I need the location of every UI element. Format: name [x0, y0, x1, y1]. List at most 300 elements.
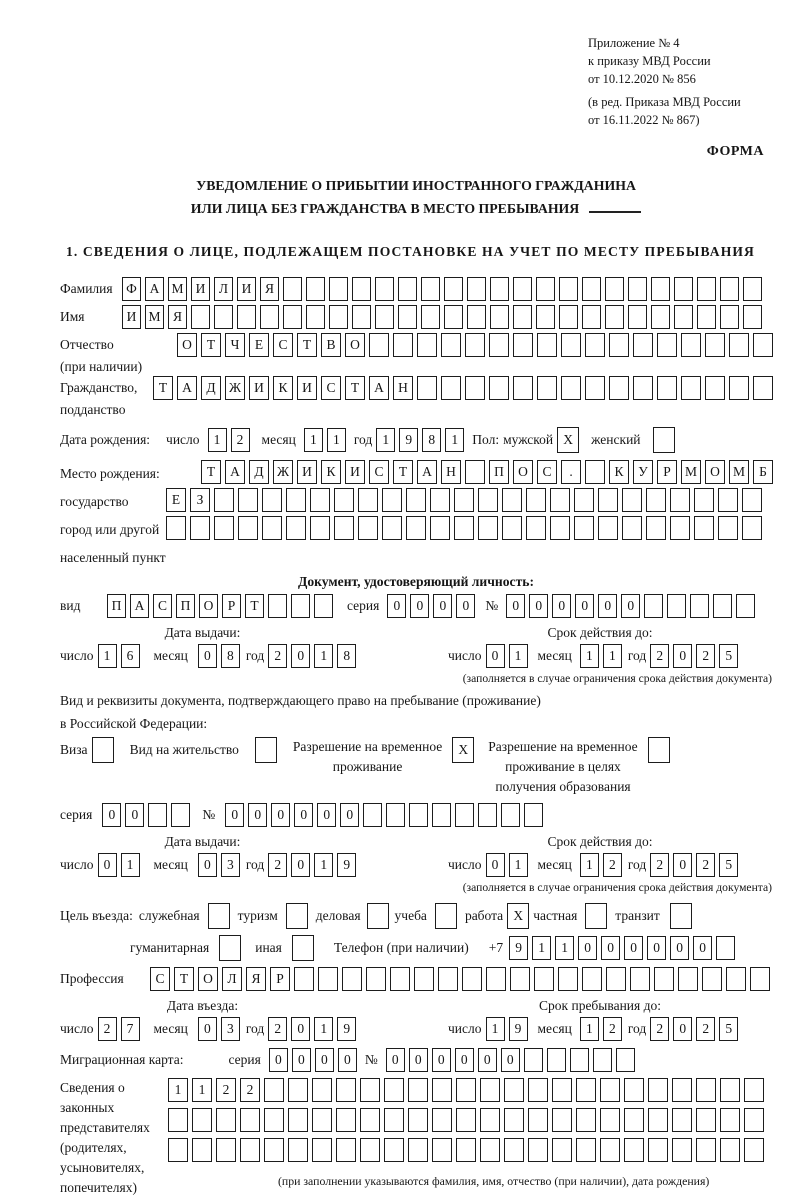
- char-cell[interactable]: [264, 1078, 284, 1102]
- char-cell[interactable]: [702, 967, 722, 991]
- char-cell[interactable]: К: [273, 376, 293, 400]
- char-cell[interactable]: [312, 1078, 332, 1102]
- char-cell[interactable]: 2: [696, 644, 715, 668]
- char-cell[interactable]: [624, 1078, 644, 1102]
- char-cell[interactable]: Я: [260, 277, 279, 301]
- char-cell[interactable]: [570, 1048, 589, 1072]
- char-cell[interactable]: Р: [657, 460, 677, 484]
- char-cell[interactable]: О: [198, 967, 218, 991]
- char-cell[interactable]: [501, 803, 520, 827]
- char-cell[interactable]: П: [107, 594, 126, 618]
- char-cell[interactable]: [417, 376, 437, 400]
- char-cell[interactable]: [465, 333, 485, 357]
- char-cell[interactable]: [255, 737, 277, 763]
- char-cell[interactable]: [718, 516, 738, 540]
- char-cell[interactable]: [742, 516, 762, 540]
- char-cell[interactable]: [716, 936, 735, 960]
- char-cell[interactable]: [414, 967, 434, 991]
- char-cell[interactable]: [329, 277, 348, 301]
- char-cell[interactable]: [478, 803, 497, 827]
- char-cell[interactable]: С: [369, 460, 389, 484]
- char-cell[interactable]: [417, 333, 437, 357]
- char-cell[interactable]: 1: [486, 1017, 505, 1041]
- char-cell[interactable]: [430, 488, 450, 512]
- char-cell[interactable]: [678, 967, 698, 991]
- char-cell[interactable]: [467, 277, 486, 301]
- char-cell[interactable]: С: [273, 333, 293, 357]
- char-cell[interactable]: 9: [337, 853, 356, 877]
- char-cell[interactable]: [537, 376, 557, 400]
- char-cell[interactable]: [605, 305, 624, 329]
- char-cell[interactable]: [526, 516, 546, 540]
- char-cell[interactable]: [334, 516, 354, 540]
- char-cell[interactable]: [310, 516, 330, 540]
- char-cell[interactable]: [286, 488, 306, 512]
- char-cell[interactable]: И: [345, 460, 365, 484]
- char-cell[interactable]: А: [177, 376, 197, 400]
- char-cell[interactable]: 0: [315, 1048, 334, 1072]
- char-cell[interactable]: [598, 488, 618, 512]
- char-cell[interactable]: Ф: [122, 277, 141, 301]
- char-cell[interactable]: 2: [216, 1078, 236, 1102]
- char-cell[interactable]: [336, 1078, 356, 1102]
- char-cell[interactable]: [644, 594, 663, 618]
- char-cell[interactable]: [264, 1138, 284, 1162]
- char-cell[interactable]: [237, 305, 256, 329]
- char-cell[interactable]: [561, 333, 581, 357]
- char-cell[interactable]: [720, 305, 739, 329]
- char-cell[interactable]: [406, 516, 426, 540]
- char-cell[interactable]: [552, 1108, 572, 1132]
- char-cell[interactable]: 1: [509, 644, 528, 668]
- char-cell[interactable]: [743, 277, 762, 301]
- char-cell[interactable]: [168, 1138, 188, 1162]
- char-cell[interactable]: [216, 1138, 236, 1162]
- char-cell[interactable]: Я: [246, 967, 266, 991]
- char-cell[interactable]: О: [345, 333, 365, 357]
- char-cell[interactable]: [670, 488, 690, 512]
- char-cell[interactable]: [537, 333, 557, 357]
- char-cell[interactable]: [408, 1108, 428, 1132]
- char-cell[interactable]: Б: [753, 460, 773, 484]
- char-cell[interactable]: 1: [168, 1078, 188, 1102]
- char-cell[interactable]: [633, 333, 653, 357]
- char-cell[interactable]: 7: [121, 1017, 140, 1041]
- char-cell[interactable]: 1: [376, 428, 395, 452]
- char-cell[interactable]: [713, 594, 732, 618]
- char-cell[interactable]: О: [705, 460, 725, 484]
- char-cell[interactable]: [510, 967, 530, 991]
- char-cell[interactable]: 0: [125, 803, 144, 827]
- char-cell[interactable]: [386, 803, 405, 827]
- char-cell[interactable]: Т: [201, 333, 221, 357]
- char-cell[interactable]: [624, 1108, 644, 1132]
- char-cell[interactable]: [408, 1138, 428, 1162]
- char-cell[interactable]: [504, 1138, 524, 1162]
- char-cell[interactable]: Л: [222, 967, 242, 991]
- char-cell[interactable]: [360, 1108, 380, 1132]
- char-cell[interactable]: И: [297, 376, 317, 400]
- char-cell[interactable]: Л: [214, 277, 233, 301]
- char-cell[interactable]: [744, 1108, 764, 1132]
- char-cell[interactable]: 1: [314, 644, 333, 668]
- char-cell[interactable]: [238, 516, 258, 540]
- char-cell[interactable]: [672, 1078, 692, 1102]
- char-cell[interactable]: У: [633, 460, 653, 484]
- char-cell[interactable]: [478, 516, 498, 540]
- char-cell[interactable]: [744, 1078, 764, 1102]
- char-cell[interactable]: А: [417, 460, 437, 484]
- char-cell[interactable]: Р: [270, 967, 290, 991]
- char-cell[interactable]: 1: [327, 428, 346, 452]
- char-cell[interactable]: С: [321, 376, 341, 400]
- char-cell[interactable]: [336, 1138, 356, 1162]
- char-cell[interactable]: [585, 903, 607, 929]
- char-cell[interactable]: [260, 305, 279, 329]
- char-cell[interactable]: [585, 333, 605, 357]
- char-cell[interactable]: [490, 277, 509, 301]
- char-cell[interactable]: [421, 305, 440, 329]
- char-cell[interactable]: 0: [673, 853, 692, 877]
- char-cell[interactable]: [690, 594, 709, 618]
- char-cell[interactable]: [646, 488, 666, 512]
- char-cell[interactable]: [360, 1078, 380, 1102]
- char-cell[interactable]: [432, 1108, 452, 1132]
- char-cell[interactable]: 0: [292, 1048, 311, 1072]
- char-cell[interactable]: 0: [198, 853, 217, 877]
- char-cell[interactable]: Т: [153, 376, 173, 400]
- char-cell[interactable]: [633, 376, 653, 400]
- char-cell[interactable]: А: [130, 594, 149, 618]
- char-cell[interactable]: Т: [297, 333, 317, 357]
- char-cell[interactable]: [441, 333, 461, 357]
- char-cell[interactable]: [312, 1138, 332, 1162]
- char-cell[interactable]: [171, 803, 190, 827]
- char-cell[interactable]: [286, 516, 306, 540]
- char-cell[interactable]: [214, 516, 234, 540]
- char-cell[interactable]: 0: [198, 644, 217, 668]
- char-cell[interactable]: [628, 305, 647, 329]
- char-cell[interactable]: 0: [478, 1048, 497, 1072]
- char-cell[interactable]: [432, 1138, 452, 1162]
- char-cell[interactable]: Т: [393, 460, 413, 484]
- char-cell[interactable]: [384, 1138, 404, 1162]
- char-cell[interactable]: [283, 277, 302, 301]
- char-cell[interactable]: [306, 277, 325, 301]
- char-cell[interactable]: [286, 903, 308, 929]
- char-cell[interactable]: [648, 737, 670, 763]
- char-cell[interactable]: 0: [98, 853, 117, 877]
- char-cell[interactable]: 1: [580, 853, 599, 877]
- char-cell[interactable]: 1: [304, 428, 323, 452]
- char-cell[interactable]: [694, 516, 714, 540]
- char-cell[interactable]: [363, 803, 382, 827]
- char-cell[interactable]: 6: [121, 644, 140, 668]
- char-cell[interactable]: [369, 333, 389, 357]
- char-cell[interactable]: [291, 594, 310, 618]
- char-cell[interactable]: [720, 1138, 740, 1162]
- char-cell[interactable]: Д: [249, 460, 269, 484]
- char-cell[interactable]: Т: [345, 376, 365, 400]
- char-cell[interactable]: 0: [486, 853, 505, 877]
- char-cell[interactable]: Д: [201, 376, 221, 400]
- char-cell[interactable]: [526, 488, 546, 512]
- char-cell[interactable]: 0: [269, 1048, 288, 1072]
- char-cell[interactable]: [622, 488, 642, 512]
- char-cell[interactable]: [718, 488, 738, 512]
- char-cell[interactable]: [441, 376, 461, 400]
- char-cell[interactable]: [720, 1078, 740, 1102]
- char-cell[interactable]: [454, 488, 474, 512]
- char-cell[interactable]: [467, 305, 486, 329]
- char-cell[interactable]: [375, 277, 394, 301]
- char-cell[interactable]: [559, 277, 578, 301]
- char-cell[interactable]: [753, 376, 773, 400]
- char-cell[interactable]: [670, 903, 692, 929]
- char-cell[interactable]: И: [191, 277, 210, 301]
- char-cell[interactable]: 1: [532, 936, 551, 960]
- char-cell[interactable]: [352, 305, 371, 329]
- char-cell[interactable]: А: [145, 277, 164, 301]
- char-cell[interactable]: [605, 277, 624, 301]
- char-cell[interactable]: [536, 305, 555, 329]
- char-cell[interactable]: [705, 376, 725, 400]
- char-cell[interactable]: [432, 1078, 452, 1102]
- char-cell[interactable]: [561, 376, 581, 400]
- char-cell[interactable]: [480, 1108, 500, 1132]
- char-cell[interactable]: [630, 967, 650, 991]
- char-cell[interactable]: 0: [529, 594, 548, 618]
- char-cell[interactable]: 3: [221, 853, 240, 877]
- char-cell[interactable]: [240, 1138, 260, 1162]
- char-cell[interactable]: 9: [509, 936, 528, 960]
- char-cell[interactable]: [697, 277, 716, 301]
- char-cell[interactable]: [585, 376, 605, 400]
- char-cell[interactable]: [550, 488, 570, 512]
- char-cell[interactable]: [366, 967, 386, 991]
- char-cell[interactable]: 1: [580, 1017, 599, 1041]
- char-cell[interactable]: [606, 967, 626, 991]
- char-cell[interactable]: [622, 516, 642, 540]
- char-cell[interactable]: [398, 277, 417, 301]
- char-cell[interactable]: [667, 594, 686, 618]
- char-cell[interactable]: [283, 305, 302, 329]
- char-cell[interactable]: 5: [719, 644, 738, 668]
- char-cell[interactable]: [729, 376, 749, 400]
- char-cell[interactable]: 0: [578, 936, 597, 960]
- char-cell[interactable]: [409, 803, 428, 827]
- char-cell[interactable]: [490, 305, 509, 329]
- char-cell[interactable]: [574, 516, 594, 540]
- char-cell[interactable]: 1: [580, 644, 599, 668]
- char-cell[interactable]: [208, 903, 230, 929]
- char-cell[interactable]: [736, 594, 755, 618]
- char-cell[interactable]: [648, 1108, 668, 1132]
- char-cell[interactable]: [190, 516, 210, 540]
- char-cell[interactable]: [696, 1138, 716, 1162]
- char-cell[interactable]: Е: [166, 488, 186, 512]
- char-cell[interactable]: 0: [387, 594, 406, 618]
- char-cell[interactable]: Н: [393, 376, 413, 400]
- char-cell[interactable]: 0: [598, 594, 617, 618]
- char-cell[interactable]: [628, 277, 647, 301]
- char-cell[interactable]: [705, 333, 725, 357]
- char-cell[interactable]: [219, 935, 241, 961]
- char-cell[interactable]: [292, 935, 314, 961]
- char-cell[interactable]: 1: [121, 853, 140, 877]
- char-cell[interactable]: [358, 488, 378, 512]
- char-cell[interactable]: [240, 1108, 260, 1132]
- char-cell[interactable]: [593, 1048, 612, 1072]
- char-cell[interactable]: [360, 1138, 380, 1162]
- char-cell[interactable]: [574, 488, 594, 512]
- char-cell[interactable]: [456, 1138, 476, 1162]
- char-cell[interactable]: [744, 1138, 764, 1162]
- char-cell[interactable]: 0: [670, 936, 689, 960]
- char-cell[interactable]: [534, 967, 554, 991]
- char-cell[interactable]: [681, 376, 701, 400]
- char-cell[interactable]: [192, 1108, 212, 1132]
- char-cell[interactable]: 0: [198, 1017, 217, 1041]
- char-cell[interactable]: 0: [102, 803, 121, 827]
- char-cell[interactable]: 0: [386, 1048, 405, 1072]
- char-cell[interactable]: 2: [268, 644, 287, 668]
- char-cell[interactable]: [598, 516, 618, 540]
- char-cell[interactable]: [742, 488, 762, 512]
- char-cell[interactable]: [600, 1108, 620, 1132]
- char-cell[interactable]: 0: [456, 594, 475, 618]
- char-cell[interactable]: [216, 1108, 236, 1132]
- char-cell[interactable]: [576, 1138, 596, 1162]
- char-cell[interactable]: [456, 1108, 476, 1132]
- char-cell[interactable]: [651, 277, 670, 301]
- char-cell[interactable]: [524, 1048, 543, 1072]
- char-cell[interactable]: [504, 1108, 524, 1132]
- char-cell[interactable]: [489, 376, 509, 400]
- char-cell[interactable]: X: [557, 427, 579, 453]
- char-cell[interactable]: 2: [650, 1017, 669, 1041]
- char-cell[interactable]: [318, 967, 338, 991]
- char-cell[interactable]: [268, 594, 287, 618]
- char-cell[interactable]: [148, 803, 167, 827]
- char-cell[interactable]: И: [249, 376, 269, 400]
- char-cell[interactable]: [480, 1078, 500, 1102]
- char-cell[interactable]: [648, 1078, 668, 1102]
- char-cell[interactable]: 0: [294, 803, 313, 827]
- char-cell[interactable]: [358, 516, 378, 540]
- char-cell[interactable]: 8: [422, 428, 441, 452]
- char-cell[interactable]: [489, 333, 509, 357]
- char-cell[interactable]: [513, 305, 532, 329]
- char-cell[interactable]: [502, 516, 522, 540]
- char-cell[interactable]: Н: [441, 460, 461, 484]
- char-cell[interactable]: 0: [647, 936, 666, 960]
- char-cell[interactable]: О: [513, 460, 533, 484]
- char-cell[interactable]: [670, 516, 690, 540]
- char-cell[interactable]: М: [729, 460, 749, 484]
- char-cell[interactable]: [455, 803, 474, 827]
- char-cell[interactable]: [92, 737, 114, 763]
- char-cell[interactable]: .: [561, 460, 581, 484]
- char-cell[interactable]: 2: [603, 853, 622, 877]
- char-cell[interactable]: [720, 1108, 740, 1132]
- char-cell[interactable]: [314, 594, 333, 618]
- char-cell[interactable]: 0: [225, 803, 244, 827]
- char-cell[interactable]: [310, 488, 330, 512]
- char-cell[interactable]: 0: [455, 1048, 474, 1072]
- char-cell[interactable]: [382, 488, 402, 512]
- char-cell[interactable]: С: [150, 967, 170, 991]
- char-cell[interactable]: 0: [291, 1017, 310, 1041]
- char-cell[interactable]: С: [537, 460, 557, 484]
- char-cell[interactable]: 2: [240, 1078, 260, 1102]
- char-cell[interactable]: [726, 967, 746, 991]
- char-cell[interactable]: [262, 516, 282, 540]
- char-cell[interactable]: [306, 305, 325, 329]
- char-cell[interactable]: X: [452, 737, 474, 763]
- char-cell[interactable]: [382, 516, 402, 540]
- char-cell[interactable]: [504, 1078, 524, 1102]
- char-cell[interactable]: [166, 516, 186, 540]
- char-cell[interactable]: [582, 305, 601, 329]
- char-cell[interactable]: 0: [432, 1048, 451, 1072]
- char-cell[interactable]: [462, 967, 482, 991]
- char-cell[interactable]: [653, 427, 675, 453]
- char-cell[interactable]: 0: [506, 594, 525, 618]
- char-cell[interactable]: [513, 333, 533, 357]
- char-cell[interactable]: [646, 516, 666, 540]
- char-cell[interactable]: [657, 333, 677, 357]
- char-cell[interactable]: [552, 1078, 572, 1102]
- char-cell[interactable]: [624, 1138, 644, 1162]
- char-cell[interactable]: [398, 305, 417, 329]
- char-cell[interactable]: [444, 305, 463, 329]
- char-cell[interactable]: 1: [603, 644, 622, 668]
- char-cell[interactable]: В: [321, 333, 341, 357]
- char-cell[interactable]: 0: [271, 803, 290, 827]
- char-cell[interactable]: [454, 516, 474, 540]
- char-cell[interactable]: [550, 516, 570, 540]
- char-cell[interactable]: [528, 1108, 548, 1132]
- char-cell[interactable]: [750, 967, 770, 991]
- char-cell[interactable]: [288, 1108, 308, 1132]
- char-cell[interactable]: [753, 333, 773, 357]
- char-cell[interactable]: [694, 488, 714, 512]
- char-cell[interactable]: 0: [624, 936, 643, 960]
- char-cell[interactable]: 0: [433, 594, 452, 618]
- char-cell[interactable]: Т: [174, 967, 194, 991]
- char-cell[interactable]: Е: [249, 333, 269, 357]
- char-cell[interactable]: 0: [317, 803, 336, 827]
- char-cell[interactable]: [528, 1138, 548, 1162]
- char-cell[interactable]: 2: [231, 428, 250, 452]
- char-cell[interactable]: С: [153, 594, 172, 618]
- char-cell[interactable]: [528, 1078, 548, 1102]
- char-cell[interactable]: 0: [673, 644, 692, 668]
- char-cell[interactable]: [444, 277, 463, 301]
- char-cell[interactable]: М: [168, 277, 187, 301]
- char-cell[interactable]: 9: [509, 1017, 528, 1041]
- char-cell[interactable]: [238, 488, 258, 512]
- char-cell[interactable]: [465, 460, 485, 484]
- char-cell[interactable]: [648, 1138, 668, 1162]
- char-cell[interactable]: [672, 1138, 692, 1162]
- char-cell[interactable]: [681, 333, 701, 357]
- char-cell[interactable]: О: [177, 333, 197, 357]
- char-cell[interactable]: [478, 488, 498, 512]
- char-cell[interactable]: 8: [337, 644, 356, 668]
- char-cell[interactable]: [576, 1108, 596, 1132]
